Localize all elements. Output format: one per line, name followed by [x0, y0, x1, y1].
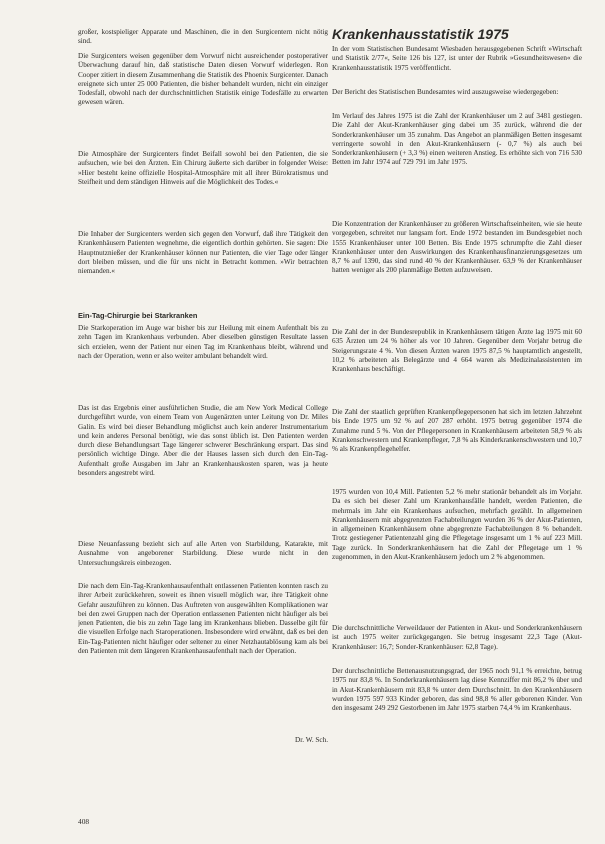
paragraph: Die Starkoperation im Auge war bisher bis zur Heilung mit einem Aufenthalt bis zu zehn Tagen im Krankenhaus verbunden. Aber dieselben günstigen Resultate lassen sich erzielen, wenn der Patient nur einen Tag im Krankenhaus bleibt, während und nach der Operation, wenn er also weiter ambulant behandelt wird.: [78, 324, 328, 360]
paragraph: 1975 wurden von 10,4 Mill. Patienten 5,2 % mehr stationär behandelt als im Vorjahr. Da es sich bei dieser Zahl um Krankenhausfälle handelt, werden Patienten, die mehrmals im Jahr ein Krankenhaus aufsuchen, mehrfach gezählt. In allgemeinen Krankenhäusern mit abgegrenzten Fachabteilungen wurden 36 % der Akut-Patienten, in allgemeinen Krankenhäusern ohne abgegrenzte Fachabteilungen 8 % behandelt. Trotz gestiegener Patientenzahl ging die Pflegetage insgesamt um 1 % auf 223 Mill. Tage zurück. In Sonderkrankenhäusern hat die Zahl der Pflegetage um 1 % zugenommen, in den Akut-Krankenhäusern jedoch um 2 % abgenommen.: [332, 488, 582, 562]
paragraph: Im Verlauf des Jahres 1975 ist die Zahl der Krankenhäuser um 2 auf 3481 gestiegen. Die Zahl der Akut-Krankenhäuser ging dabei um 35 zurück, während die der Sonderkrankenhäuser um 35 zunahm. Das Angebot an planmäßigen Betten insgesamt verringerte sowohl in den Akut-Krankenhäusern (- 0,7 %) als auch bei Sonderkrankenhäusern (+ 3,3 %) einen weiteren Anstieg. Es erhöhte sich von 716 530 Betten im Jahr 1974 auf 729 791 im Jahr 1975.: [332, 112, 582, 167]
paragraph: Die Atmosphäre der Surgicenters findet Beifall sowohl bei den Patienten, die sie aufsuchen, wie bei den Ärzten. Ein Chirurg äußerte sich darüber in folgender Weise: »Hier besteht keine offizielle Hospital-Atmosphäre mit all ihrer Bürokratismus und Steifheit und dem ständigen Hinweis auf die Möglichkeit des Todes.«: [78, 150, 328, 186]
article-title: Krankenhausstatistik 1975: [332, 26, 509, 42]
paragraph: Die Konzentration der Krankenhäuser zu größeren Wirtschaftseinheiten, wie sie heute vorgegeben, schreitet nur langsam fort. Ende 1972 bestanden im Bundesgebiet noch 1555 Krankenhäuser unter 100 Betten. Bis Ende 1975 schrumpfte die Zahl dieser Krankenhäuser unter den Auswirkungen des Krankenhausfinanzierungsgesetzes um 8,7 % auf 1390, das sind rund 40 % der Krankenhäuser. 63,9 % der Krankenhäuser hatten weniger als 200 planmäßige Betten aufzuweisen.: [332, 220, 582, 275]
paragraph: Die Zahl der staatlich geprüften Krankenpflegepersonen hat sich im letzten Jahrzehnt bis Ende 1975 um 92 % auf 207 287 erhöht. 1975 betrug gegenüber 1974 die Zunahme rund 5 %. Von der Pflegepersonen in Krankenhäusern arbeiteten 58,9 % als Krankenschwestern und Krankenpfleger, 7,8 % als Kinderkrankenschwestern und 10,7 % als Krankenpflegehelfer.: [332, 408, 582, 454]
paragraph: Die Zahl der in der Bundesrepublik in Krankenhäusern tätigen Ärzte lag 1975 mit 60 635 Ärzten um 24 % höher als vor 10 Jahren. Gegenüber dem Vorjahr betrug die Steigerungsrate 4 %. Von diesen Ärzten waren 1975 87,5 % hauptamtlich angestellt, 10,2 % arbeiteten als Belegärzte und 4 664 waren als Medizinalassistenten im Krankenhaus beschäftigt.: [332, 328, 582, 374]
section-heading: Ein-Tag-Chirurgie bei Starkranken: [78, 311, 198, 320]
right-column: [332, 28, 582, 756]
paragraph: Der durchschnittliche Bettenausnutzungsgrad, der 1965 noch 91,1 % erreichte, betrug 1975 nur 83,8 %. In Sonderkrankenhäusern lag diese Kennziffer mit 86,2 % über und in Akut-Krankenhäusern mit 83,8 % unter dem Durchschnitt. In den Krankenhäusern wurden 1975 597 933 Kinder geboren, das sind 98,8 % aller geborenen Kinder. Von den insgesamt 249 292 Gestorbenen im Jahr 1975 starben 74,4 % im Krankenhaus.: [332, 667, 582, 713]
paragraph: In der vom Statistischen Bundesamt Wiesbaden herausgegebenen Schrift »Wirtschaft und Statistik 2/77«, Seite 126 bis 127, ist unter der Rubrik »Gesundheitswesen« die Krankenhausstatistik 1975 veröffentlicht.: [332, 45, 582, 72]
page-number: 408: [78, 817, 90, 826]
paragraph: Die Surgicenters weisen gegenüber dem Vorwurf nicht ausreichender postoperativer Überwachung darauf hin, daß statistische Daten diesen Vorwurf widerlegen. Ron Cooper zitiert in diesem Zusammenhang die Statistik des Phoenix Surgicenter. Danach ereignete sich unter 25 000 Patienten, die bisher behandelt wurden, nicht ein einziger Todesfall, obwohl nach der durchschnittlichen Statistik einige Todesfälle zu erwarten gewesen wären.: [78, 52, 328, 107]
left-column: [78, 28, 328, 745]
paragraph: Der Bericht des Statistischen Bundesamtes wird auszugsweise wiedergegeben:: [332, 88, 559, 96]
paragraph: großer, kostspieliger Apparate und Maschinen, die in den Surgicentern nicht nötig sind.: [78, 28, 328, 46]
paragraph: Die nach dem Ein-Tag-Krankenhausaufenthalt entlassenen Patienten konnten rasch zu ihrer Arbeit zurückkehren, soweit es ihnen visuell möglich war, ihre Tätigkeit ohne Gefahr auszuführen zu können. Das Auftreten von ausgewählten Komplikationen war bei den zwei Gruppen nach der Operation entlassenen Patienten nicht häufiger als bei jenen Patienten, die bis zu zehn Tage lang im Krankenhaus blieben. Dasselbe gilt für die visuellen Erfolge nach Staroperationen. Insbesondere wird erwähnt, daß es bei den Ein-Tag-Patienten nicht häufiger oder seltener zu einer Netzhautablösung kam als bei den Patienten mit dem längeren Krankenhausaufenthalt nach der Operation.: [78, 582, 328, 656]
paragraph: Die Inhaber der Surgicenters werden sich gegen den Vorwurf, daß ihre Tätigkeit den Krankenhäusern Patienten wegnehme, die eigentlich dorthin gehörten. Sie sagen: Die Hauptnutznießer der Krankenhäuser können nur Patienten, die vier Tage oder länger dort bleiben müssen, und die für uns nicht in Betracht kommen. »Wir betrachten niemanden.«: [78, 230, 328, 276]
author-signature: Dr. W. Sch.: [295, 736, 328, 744]
paragraph: Diese Neuanfassung bezieht sich auf alle Arten von Starbildung, Katarakte, mit Ausnahme von angeborener Starbildung. Diese wurde nicht in den Untersuchungskreis einbezogen.: [78, 540, 328, 567]
paragraph: Die durchschnittliche Verweildauer der Patienten in Akut- und Sonderkrankenhäusern ist auch 1975 weiter zurückgegangen. Sie betrug insgesamt 22,3 Tage (Akut-Krankenhäuser: 16,7; Sonder-Krankenhäuser: 62,8 Tage).: [332, 624, 582, 651]
paragraph: Das ist das Ergebnis einer ausführlichen Studie, die am New York Medical College durchgeführt wurde, von einem Team von Augenärzten unter Leitung von Dr. Miles Galin. Es wird bei dieser Behandlung möglichst auch kein anderer Instrumentarium und kein anderes Personal benötigt, wie das sonst üblich ist. Den Patienten werden durch diese Behandlungsart Tage längerer schwerer Beschränkung erspart. Das sind persönlich wichtige Dinge. Aber die der Hauses lassen sich durch den Ein-Tag-Aufenthalt große Ausgaben im Jahr an Krankenhauskosten sparen, was ja heute besonders angestrebt wird.: [78, 404, 328, 478]
